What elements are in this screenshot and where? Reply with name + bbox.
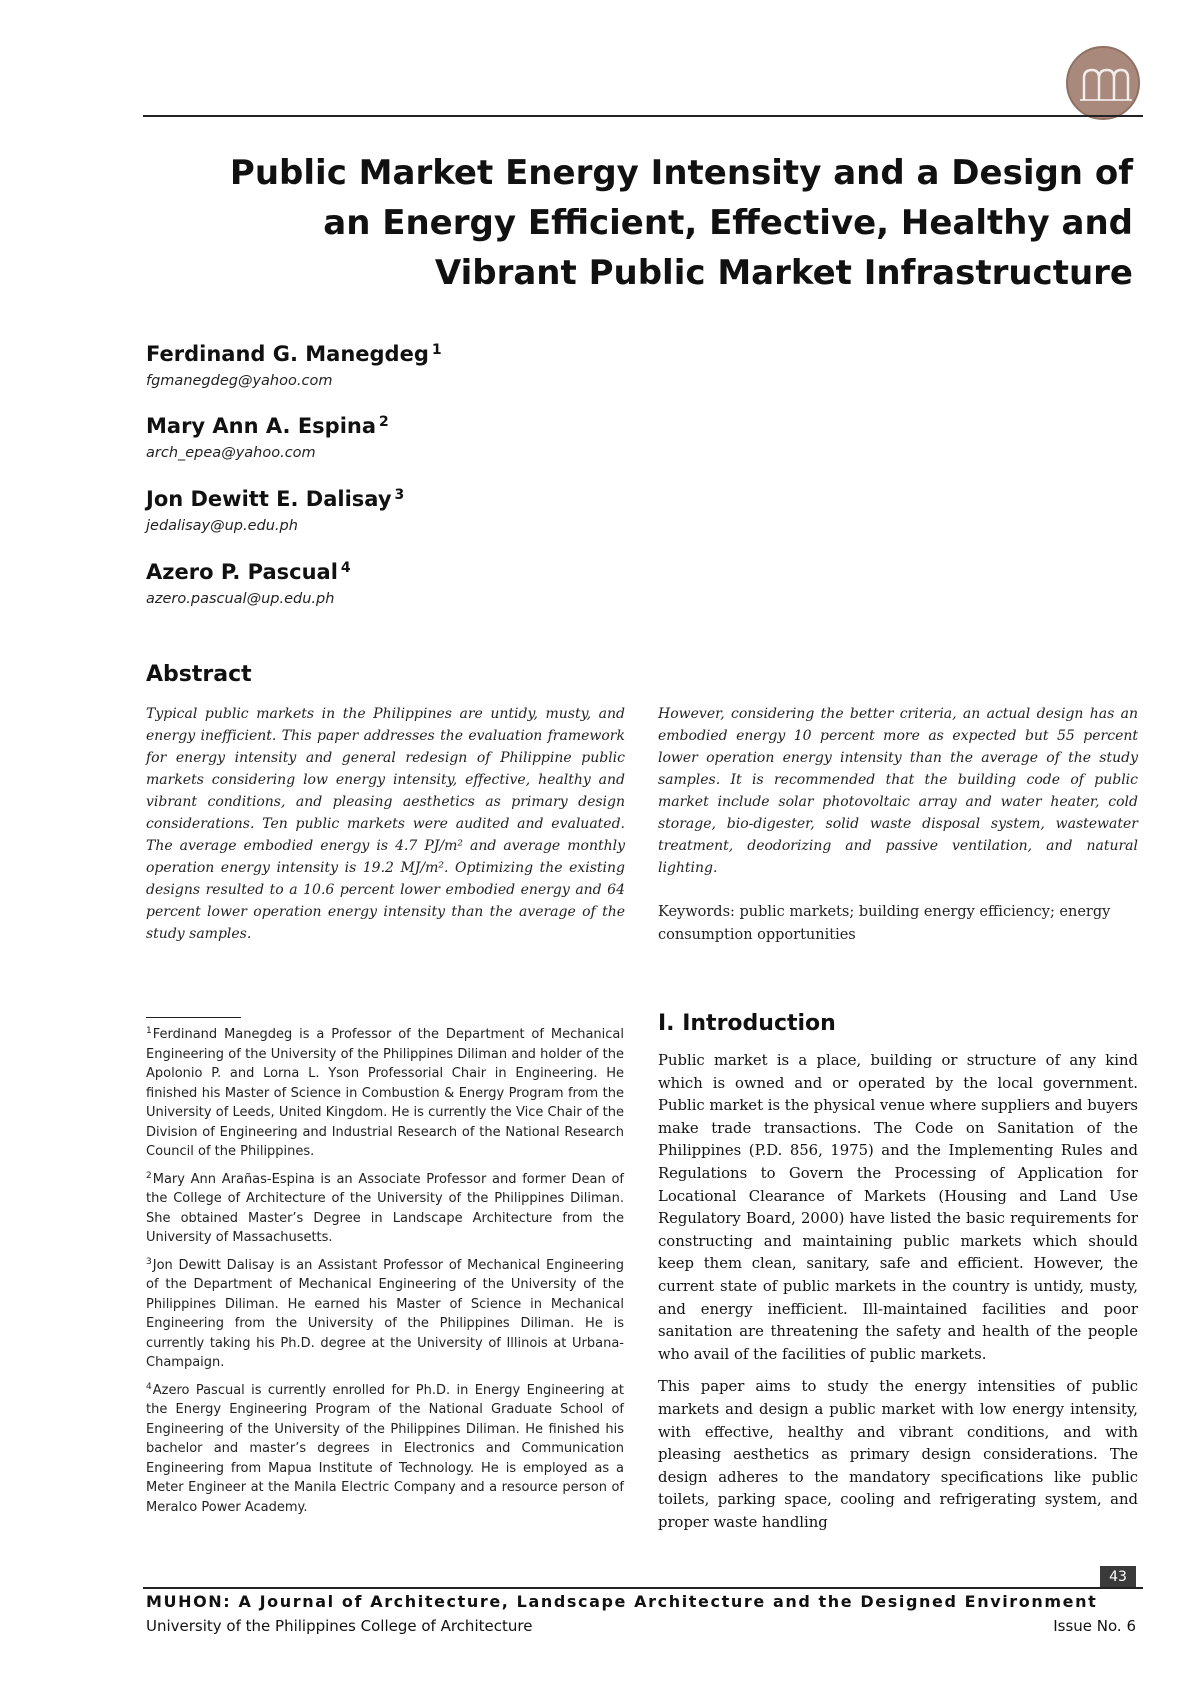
footnote-rule [146, 1017, 241, 1018]
affiliation: University of the Philippines College of Architecture [146, 1617, 533, 1635]
footnote-text: Ferdinand Manegdeg is a Professor of the Department of Mechanical Engineering of the University of the Philippines Diliman and holder of the Apolonio P. and Lorna L. Yson Professorial Chair in Engineering. He finished his Master of Science in Combustion & Energy Program from the University of Leeds, United Kingdom. He is currently the Vice Chair of the Division of Engineering and Industrial Research of the National Research Council of the Philippines. [146, 1027, 624, 1159]
author-name: Ferdinand G. Manegdeg [146, 342, 429, 366]
footnote-item [146, 1022, 624, 1162]
author-email[interactable]: azero.pascual@up.edu.ph [146, 591, 335, 607]
section-heading: I. Introduction [658, 1011, 836, 1036]
footnote-text: Mary Ann Arañas-Espina is an Associate Professor and former Dean of the College of Architecture of the University of the Philippines Diliman. She obtained Master’s Degree in Landscape Architecture from the University of Massachusetts. [146, 1171, 624, 1245]
keywords: Keywords: public markets; building energy efficiency; energy consumption opportunities [658, 904, 1111, 943]
author-block [146, 337, 442, 391]
author-name: Jon Dewitt E. Dalisay [146, 487, 392, 511]
introduction-section [658, 1010, 1138, 1544]
paper-title [143, 148, 1133, 298]
footnote-item [146, 1378, 624, 1518]
author-name: Mary Ann A. Espina [146, 414, 377, 438]
footnote-marker: 1 [146, 1026, 152, 1036]
footnote-marker: 4 [146, 1381, 152, 1392]
footnote-item [146, 1253, 624, 1373]
paragraph: This paper aims to study the energy intensities of public markets and design a public market with low energy intensity, with effective, healthy and vibrant conditions, and with pleasing aesthetics as primary design considerations. The design adheres to the mandatory specifications like public toilets, parking space, cooling and refrigerating system, and proper waste handling [658, 1378, 1138, 1531]
footnote-marker: 3 [146, 1256, 152, 1267]
footer-rule [143, 1587, 1143, 1589]
abstract-text-left: Typical public markets in the Philippines are untidy, musty, and energy inefficient. This paper addresses the evaluation framework for energy intensity and general redesign of Philippine public markets considering low energy intensity, effective, healthy and vibrant conditions, and pleasing aesthetics as primary design considerations. Ten public markets were audited and evaluated. The average embodied energy is 4.7 PJ/m² and average monthly operation energy intensity is 19.2 MJ/m². Optimizing the existing designs resulted to a 10.6 percent lower embodied energy and 64 percent lower operation energy intensity than the average of the study samples. [146, 706, 625, 942]
author-footnote-marker: 1 [431, 342, 442, 358]
footnote-text: Jon Dewitt Dalisay is an Assistant Professor of Mechanical Engineering of the Department of Mechanical Engineering of the University of the Philippines Diliman. He earned his Master of Science in Mechanical Engineering from the University of the Philippines Diliman. He is currently taking his Ph.D. degree at the University of Illinois at Urbana-Champaign. [146, 1257, 624, 1370]
page-number: 43 [1100, 1566, 1136, 1588]
issue-number: Issue No. 6 [1053, 1617, 1136, 1635]
footnote-item [146, 1167, 624, 1248]
abstract-text-right: However, considering the better criteria, an actual design has an embodied energy 10 percent more as expected but 55 percent lower operation energy intensity than the average of the study samples. It is recommended that the building code of public market include solar photovoltaic array and water heater, cold storage, bio-digester, solid waste disposal system, wastewater treatment, deodorizing and passive ventilation, and natural lighting. [658, 706, 1138, 876]
title-line-2: an Energy Efficient, Effective, Healthy and [323, 203, 1133, 243]
author-footnote-marker: 2 [379, 414, 389, 430]
author-footnote-marker: 3 [394, 487, 405, 503]
paragraph: Public market is a place, building or structure of any kind which is owned and or operated by the local government. Public market is the physical venue where suppliers and buyers make trade transactions. The Code on Sanitation of the Philippines (P.D. 856, 1975) and the Implementing Rules and Regulations to Govern the Processing of Application for Locational Clearance of Markets (Housing and Land Use Regulatory Board, 2000) have listed the basic requirements for constructing and maintaining public markets which should keep them clean, sanitary, safe and efficient. However, the current state of public markets in the country is untidy, musty, and energy inefficient. Ill-maintained facilities and poor sanitation are threatening the safety and health of the people who avail of the facilities of public markets. [658, 1052, 1139, 1363]
muhon-logo-icon [1066, 46, 1140, 120]
introduction-body [658, 1050, 1138, 1534]
author-block [146, 482, 404, 536]
footnote-marker: 2 [146, 1170, 152, 1181]
author-name: Azero P. Pascual [146, 560, 338, 584]
author-email[interactable]: fgmanegdeg@yahoo.com [146, 373, 333, 389]
author-email[interactable]: jedalisay@up.edu.ph [146, 518, 298, 534]
footnotes [146, 1022, 624, 1522]
author-block [146, 409, 389, 463]
title-line-1: Public Market Energy Intensity and a Design of [229, 153, 1133, 193]
title-line-3: Vibrant Public Market Infrastructure [434, 253, 1133, 293]
author-footnote-marker: 4 [340, 560, 351, 576]
author-block [146, 555, 351, 609]
abstract-heading: Abstract [146, 662, 252, 687]
header-rule [143, 115, 1143, 117]
footnote-text: Azero Pascual is currently enrolled for Ph.D. in Energy Engineering at the Energy Engineering Program of the National Graduate School of Engineering of the University of the Philippines Diliman. He finished his bachelor and master’s degrees in Electronics and Communication Engineering from Mapua Institute of Technology. He is employed as a Meter Engineer at the Manila Electric Company and a resource person of Meralco Power Academy. [146, 1382, 624, 1515]
author-email[interactable]: arch_epea@yahoo.com [146, 445, 316, 461]
abstract-right-column [658, 703, 1138, 947]
journal-title: MUHON: A Journal of Architecture, Landscape Architecture and the Designed Environment [146, 1592, 1098, 1611]
